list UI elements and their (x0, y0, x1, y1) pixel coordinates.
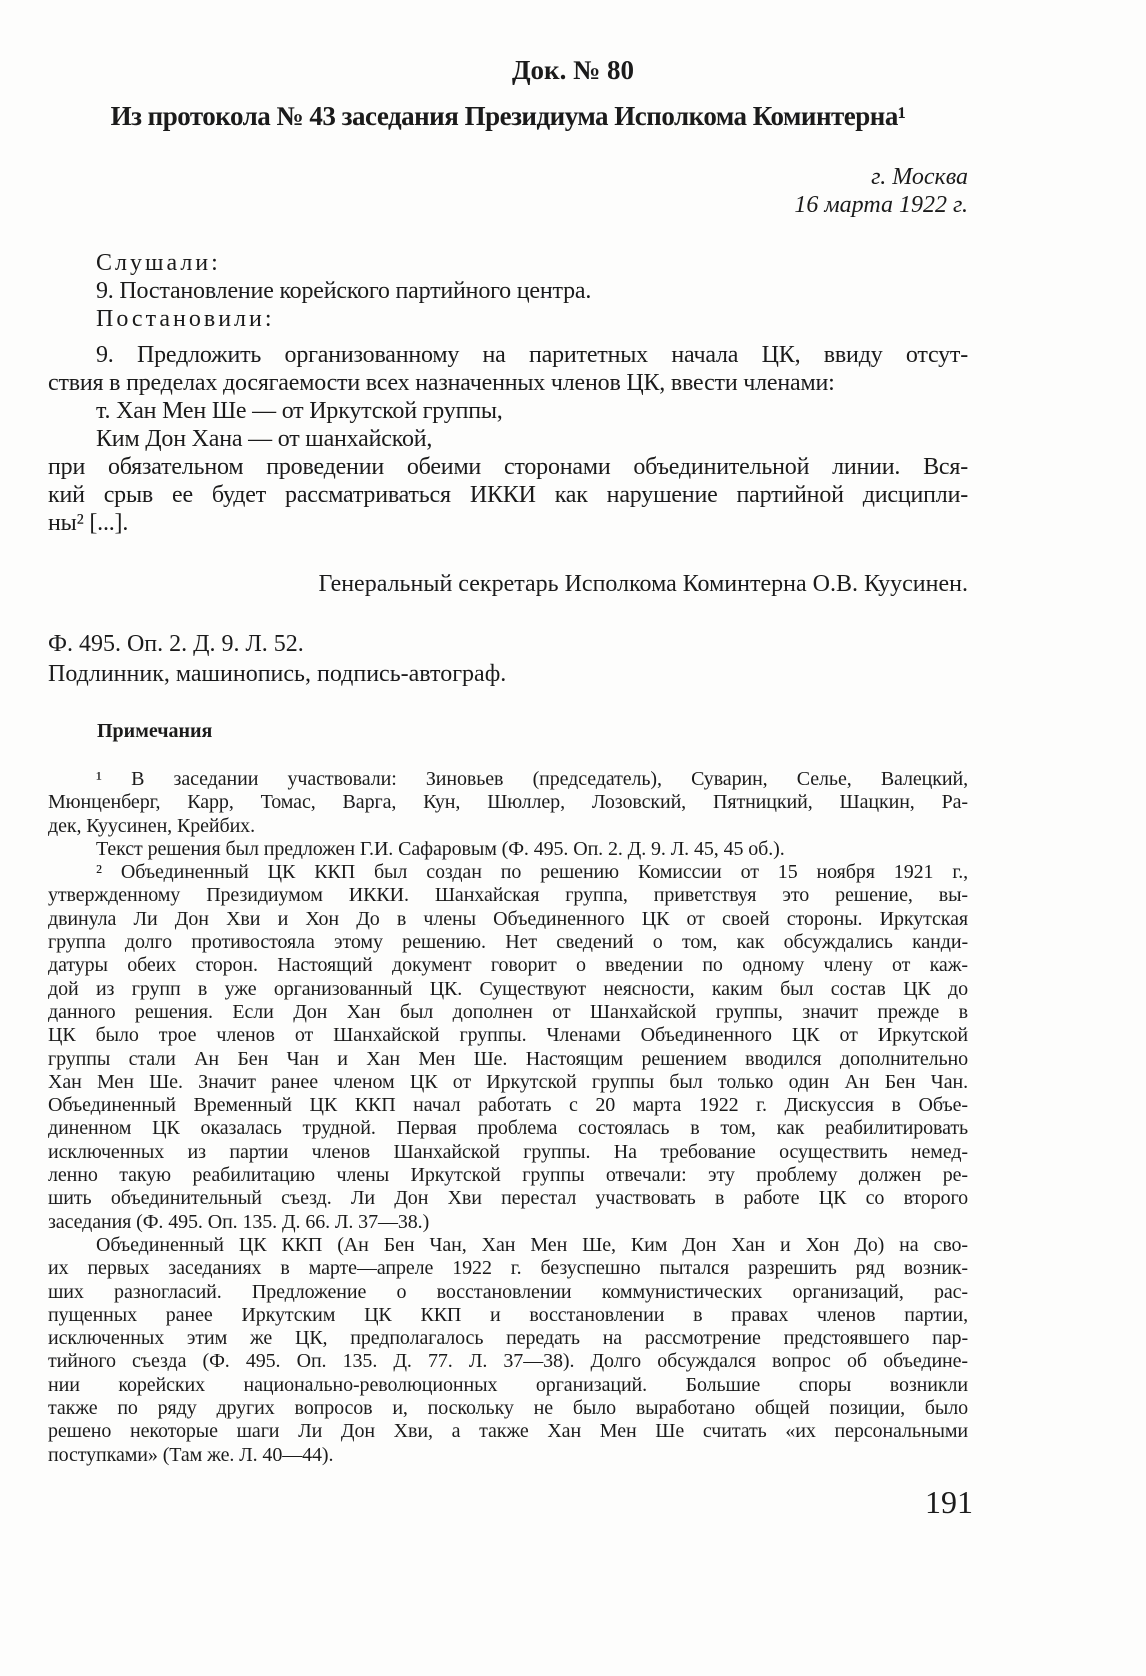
note-line: дой из групп в уже организованный ЦК. Существуют неясности, каким был состав ЦК до (48, 977, 968, 1000)
note-line: утвержденному Президиумом ИККИ. Шанхайская группа, приветствуя это решение, вы- (48, 884, 968, 907)
note-line: решено некоторые шаги Ли Дон Хви, а также Хан Мен Ше считать «их персональными (48, 1420, 968, 1443)
heard-label: Слушали: (96, 250, 221, 276)
note-line: Текст решения был предложен Г.И. Сафаровым (Ф. 495. Оп. 2. Д. 9. Л. 45, 45 об.). (96, 837, 785, 860)
resolution-line: ствия в пределах досягаемости всех назначенных членов ЦК, ввести членами: (48, 370, 835, 396)
document-type: Подлинник, машинопись, подпись-автограф. (48, 661, 507, 687)
resolution-line: ны² [...]. (48, 510, 129, 536)
archive-reference: Ф. 495. Оп. 2. Д. 9. Л. 52. (48, 631, 304, 657)
resolution-line: Ким Дон Хана — от шанхайской, (96, 426, 433, 452)
note-line: исключенных этим же ЦК, предполагалось передать на рассмотрение предстоявшего пар- (48, 1327, 968, 1350)
resolved-label: Постановили: (96, 306, 275, 332)
note-line: заседания (Ф. 495. Оп. 135. Д. 66. Л. 37—38.) (48, 1210, 430, 1233)
note-line: ших разногласий. Предложение о восстановлении коммунистических организаций, рас- (48, 1280, 968, 1303)
resolution-text (48, 341, 968, 537)
note-line: также по ряду других вопросов и, поскольку не было выработано общей позиции, было (48, 1397, 968, 1420)
place-date (794, 163, 968, 219)
note-line: группа долго противостояла этому решению. Нет сведений о том, как обсуждались канди- (48, 931, 968, 954)
document-number: Док. № 80 (511, 55, 634, 85)
note-line: Объединенный ЦК ККП (Ан Бен Чан, Хан Мен Ше, Ким Дон Хан и Хон До) на сво- (96, 1233, 968, 1256)
note-line: двинула Ли Дон Хви и Хон До в члены Объединенного ЦК от своей стороны. Иркутская (48, 907, 968, 930)
note-line: датуры обеих сторон. Настоящий документ говорит о введении по одному члену от каж- (48, 954, 968, 977)
note-line: ² Объединенный ЦК ККП был создан по решению Комиссии от 15 ноября 1921 г., (96, 861, 968, 884)
heard-item: 9. Постановление корейского партийного центра. (96, 278, 592, 304)
note-line: шить объединительный съезд. Ли Дон Хви перестал участвовать в работе ЦК со второго (48, 1187, 968, 1210)
note-line: Хан Мен Ше. Значит ранее членом ЦК от Иркутской группы был только один Ан Бен Чан. (48, 1070, 968, 1093)
note-line: ЦК было трое членов от Шанхайской группы. Членами Объединенного ЦК от Иркутской (48, 1024, 968, 1047)
note-line: ¹ В заседании участвовали: Зиновьев (председатель), Суварин, Селье, Валецкий, (96, 768, 968, 790)
note-line: Объединенный Временный ЦК ККП начал работать с 20 марта 1922 г. Дискуссия в Объе- (48, 1094, 968, 1117)
note-line: их первых заседаниях в марте—апреле 1922 г. безуспешно пытался разрешить ряд возник- (48, 1257, 968, 1280)
signature: Генеральный секретарь Исполкома Коминтерна О.В. Куусинен. (318, 571, 968, 597)
note-line: поступками» (Там же. Л. 40—44). (48, 1443, 334, 1466)
resolution-line: при обязательном проведении обеими сторонами объединительной линии. Вся- (48, 454, 968, 480)
note-line: пущенных ранее Иркутским ЦК ККП и восстановлении в правах членов партии, (48, 1303, 968, 1326)
resolution-line: т. Хан Мен Ше — от Иркутской группы, (96, 398, 503, 424)
notes (48, 768, 968, 1467)
note-line: данного решения. Если Дон Хан был дополнен от Шанхайской группы, значит прежде в (48, 1000, 968, 1023)
protocol-body (48, 249, 968, 537)
note-line: нии корейских национально-революционных организаций. Большие споры возникли (48, 1373, 968, 1396)
note-line: группы стали Ан Бен Чан и Хан Мен Ше. Настоящим решением вводился дополнительно (48, 1047, 968, 1070)
resolution-line: кий срыв ее будет рассматриваться ИККИ как нарушение партийной дисципли- (48, 482, 968, 508)
notes-heading: Примечания (97, 720, 213, 742)
date: 16 марта 1922 г. (794, 192, 968, 218)
note-line: тийного съезда (Ф. 495. Оп. 135. Д. 77. Л. 37—38). Долго обсуждался вопрос об объедине- (48, 1350, 968, 1373)
note-line: ленно такую реабилитацию члены Иркутской группы отвечали: эту проблему должен ре- (48, 1164, 968, 1187)
note-line: дек, Куусинен, Крейбих. (48, 814, 255, 837)
note-line: диненном ЦК оказалась трудной. Первая проблема состоялась в том, как реабилитировать (48, 1117, 968, 1140)
place: г. Москва (871, 164, 968, 190)
resolution-line: 9. Предложить организованному на паритетных начала ЦК, ввиду отсут- (96, 342, 968, 368)
note-line: исключенных из партии членов Шанхайской группы. На требование осуществить немед- (48, 1140, 968, 1163)
page-number: 191 (925, 1484, 973, 1520)
note-line: Мюнценберг, Карр, Томас, Варга, Кун, Шюллер, Лозовский, Пятницкий, Шацкин, Ра- (48, 791, 968, 814)
document-title: Из протокола № 43 заседания Президиума Исполкома Коминтерна¹ (110, 101, 906, 131)
